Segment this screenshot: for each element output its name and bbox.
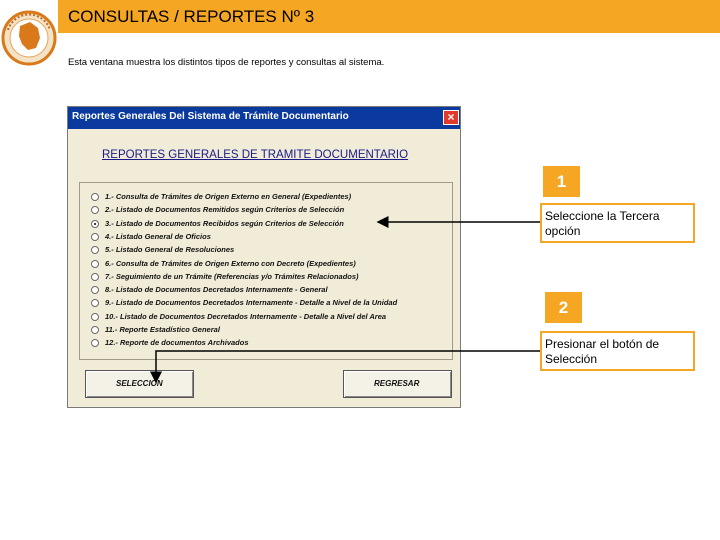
report-option-label: 3.- Listado de Documentos Recibidos según Criterios de Selección [105, 218, 344, 228]
report-option-label: 8.- Listado de Documentos Decretados Internamente - General [105, 285, 328, 295]
dialog-heading: REPORTES GENERALES DE TRAMITE DOCUMENTARIO [102, 149, 409, 161]
step-badge-1: 1 [543, 166, 580, 197]
page-description: Esta ventana muestra los distintos tipos de reportes y consultas al sistema. [68, 57, 385, 68]
report-option-label: 5.- Listado General de Resoluciones [105, 245, 235, 255]
report-option-label: 9.- Listado de Documentos Decretados Internamente - Detalle a Nivel de la Unidad [105, 298, 398, 308]
report-option-label: 7.- Seguimiento de un Trámite (Referencias y/o Trámites Relacionados) [105, 271, 359, 281]
report-option-label: 2.- Listado de Documentos Remitidos según Criterios de Selección [105, 205, 345, 215]
report-option-label: 11.- Reporte Estadístico General [105, 325, 220, 334]
report-option-label: 10.- Listado de Documentos Decretados Internamente - Detalle a Nivel del Area [105, 311, 387, 321]
callout-text-2: Presionar el botón de Selección [545, 337, 660, 366]
report-option-label: 6.- Consulta de Trámites de Origen Externo con Decreto (Expedientes) [105, 258, 356, 268]
report-option-label: 4.- Listado General de Oficios [105, 231, 211, 241]
selection-button-label: SELECCIÓN [116, 379, 163, 388]
close-icon[interactable]: × [443, 110, 459, 125]
step-badge-2: 2 [545, 292, 582, 323]
back-button-label: REGRESAR [374, 379, 420, 388]
report-option-label: 12.- Reporte de documentos Archivados [105, 338, 249, 348]
arrow-to-selection-button [156, 351, 540, 382]
page-title: CONSULTAS / REPORTES Nº 3 [68, 7, 315, 26]
report-option-label: 1.- Consulta de Trámites de Origen Externo en General (Expedientes) [105, 192, 352, 201]
callout-text-1: Seleccione la Tercera opción [545, 209, 660, 238]
dialog-title: Reportes Generales Del Sistema de Trámite Documentario [72, 111, 349, 122]
